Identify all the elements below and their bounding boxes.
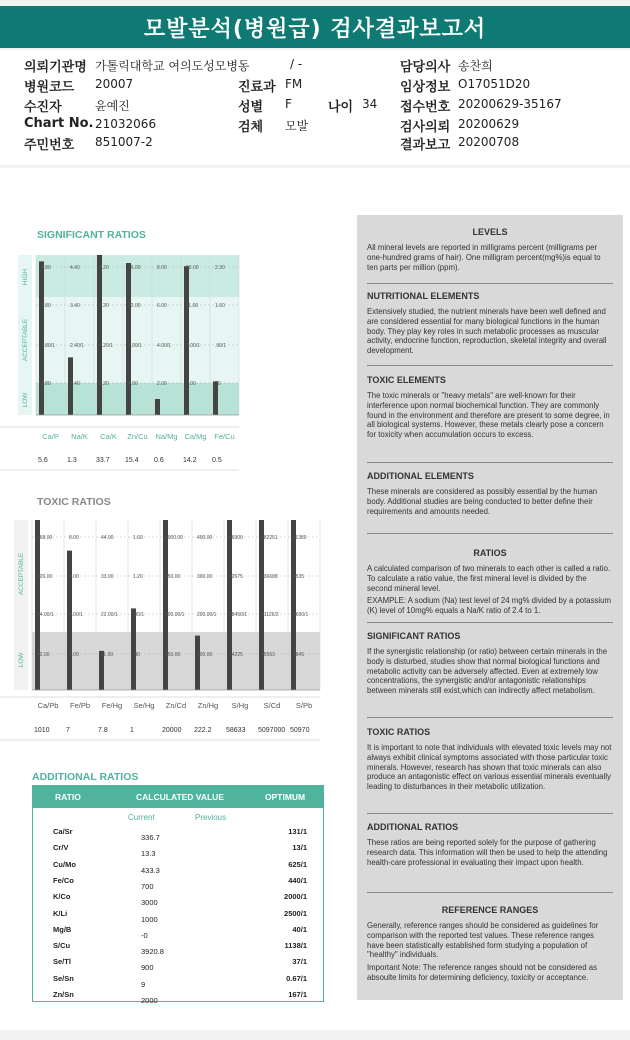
ratio-optimum: 40/1	[292, 924, 307, 934]
sex-label: 성별	[238, 100, 264, 115]
tick-label: 14225	[229, 652, 243, 658]
category-label: S/Cd	[263, 701, 281, 710]
ratio-row	[33, 908, 323, 928]
ratio-optimum: 37/1	[292, 957, 307, 967]
category-label: Se/Hg	[133, 701, 155, 710]
reference-ranges-heading: REFERENCE RANGES	[441, 905, 539, 915]
institution-slash: / -	[290, 57, 303, 71]
tick-label: 4.00/1	[157, 343, 171, 349]
ratio-current-value: 336.7	[141, 833, 160, 842]
ratio-current-value: 9	[141, 979, 146, 989]
ratio-optimum: 167/1	[288, 990, 307, 999]
value-label: 50970	[290, 727, 310, 734]
tick-label: 8535	[293, 574, 305, 580]
tick-label: 8.20	[99, 265, 109, 271]
ratio-current-value: 13.3	[141, 849, 156, 859]
zone-band	[36, 255, 239, 297]
bar-zn-hg	[195, 636, 200, 690]
tick-label: 4.00/1	[69, 612, 83, 618]
ratio-row	[33, 843, 323, 862]
category-label: Fe/Hg	[101, 701, 123, 710]
ratios-text: A calculated comparison of two minerals to each other is called a ratio. To calculate a ratio value, the first mineral level is divided by the second mineral level.	[367, 564, 611, 593]
reference-ranges-text: Generally, reference ranges should be considered as guidelines for comparison with the reported test values. These reference ranges have been statistically established form studying a population of "healthy" individuals.	[367, 921, 599, 960]
ratio-name: S/Cu	[53, 941, 71, 951]
tick-label: 3.40	[70, 303, 80, 309]
chart-no-label: Chart No.	[24, 116, 94, 131]
doctor-value: 송찬희	[458, 59, 493, 73]
tick-label: 4.80	[41, 265, 51, 271]
nutritional-heading: NUTRITIONAL ELEMENTS	[367, 291, 480, 301]
ratio-row	[33, 973, 323, 993]
category-label: Ca/Pb	[37, 701, 59, 710]
tick-label: 42675	[229, 574, 243, 580]
value-label: 14.2	[183, 457, 197, 464]
specimen-label: 검체	[238, 120, 264, 135]
tick-label: .80/1	[133, 612, 145, 618]
request-date-label: 검사의뢰	[400, 120, 451, 135]
optimum-header: OPTIMUM	[265, 792, 306, 802]
ratio-current-value: 3000	[141, 898, 158, 908]
specimen-value: 모발	[285, 119, 309, 133]
ratio-row	[33, 957, 323, 976]
tick-label: 8.00/1	[128, 343, 142, 349]
significant-ratios-heading: SIGNIFICANT RATIOS	[367, 631, 461, 641]
ratio-optimum: 2000/1	[284, 892, 307, 902]
category-label: S/Pb	[295, 701, 313, 710]
tick-label: 7.00/1	[186, 343, 200, 349]
value-label: 7.8	[98, 727, 108, 734]
tick-label: 22.00/1	[101, 612, 118, 618]
bar-ca-pb	[35, 520, 40, 690]
ratio-row	[33, 827, 323, 846]
tick-label: 8.00	[157, 265, 167, 271]
toxic-ratios-chart	[0, 492, 330, 770]
institution-value: 가톨릭대학교 여의도성모병동	[95, 59, 250, 73]
patient-name-value: 윤예진	[95, 99, 130, 113]
levels-text: All mineral levels are reported in milligrams percent (milligrams per one-hundred grams of hair). One milligram percent(mg%)is equal to ten parts per million (ppm).	[367, 243, 601, 272]
tick-label: 6.00	[157, 303, 167, 309]
registration-label: 접수번호	[400, 100, 451, 115]
tick-label: 500.00/1	[165, 612, 185, 618]
ratio-current-value: -0	[141, 930, 148, 940]
tick-label: 1000.00	[165, 535, 184, 541]
category-label: Na/K	[71, 432, 88, 441]
sex-value: F	[285, 97, 292, 111]
tick-label: 5690/1	[293, 612, 309, 618]
bar-na-mg	[155, 399, 160, 415]
tick-label: 56900	[229, 535, 243, 541]
ratio-name: Mg/B	[53, 924, 72, 934]
report-date-label: 결과보고	[400, 138, 451, 153]
toxic-elements-text: The toxic minerals or "heavy metals" are well-known for their interference upon normal biochemical function. They are commonly found in the environment and therefore are present to some degree, in all biological systems. However, these metals clearly pose a concern for toxicity when accumulation occurs to excess.	[367, 391, 610, 440]
ratio-header: RATIO	[55, 792, 81, 802]
category-label: Zn/Cd	[165, 701, 187, 710]
age-label: 나이	[328, 100, 354, 115]
bar-s-hg	[227, 520, 232, 690]
levels-heading: LEVELS	[472, 227, 508, 237]
tick-label: 1.60	[215, 303, 225, 309]
tick-label: .90/1	[215, 343, 227, 349]
value-label: 5097000	[258, 727, 286, 734]
tick-label: 1.20	[133, 574, 143, 580]
tick-label: 200.00/1	[197, 612, 217, 618]
tick-label: 11.00	[101, 652, 114, 658]
additional-ratios-heading: ADDITIONAL RATIOS	[367, 822, 459, 832]
department-label: 진료과	[238, 80, 276, 95]
zone-label: ACCEPTABLE	[18, 552, 25, 596]
ratios-heading: RATIOS	[473, 548, 507, 558]
ratio-current-value: 1000	[141, 914, 158, 924]
value-label: 1	[130, 727, 134, 734]
bar-zn-cd	[163, 520, 168, 690]
ratio-name: Se/Tl	[53, 957, 71, 967]
tick-label: 20	[215, 381, 221, 387]
zone-label: LOW	[22, 392, 29, 408]
tick-label: 84.00/1	[37, 612, 54, 618]
tick-label: 2.30	[215, 265, 225, 271]
tick-label: 12.00	[128, 303, 141, 309]
zone-label: LOW	[18, 652, 25, 668]
ratio-current-value: 700	[141, 881, 154, 891]
tick-label: 1.60	[133, 535, 143, 541]
report-date-value: 20200708	[458, 135, 520, 149]
tick-label: 2.40/1	[70, 343, 84, 349]
ratio-row	[33, 892, 323, 911]
tick-label: 91126/2	[261, 612, 279, 618]
tick-label: 126.00	[37, 574, 53, 580]
ratio-current-value: 2000	[141, 996, 158, 1005]
tick-label: 4.20/1	[99, 343, 113, 349]
category-label: Zn/Hg	[197, 701, 219, 710]
value-label: 7	[66, 727, 70, 734]
category-label: Zn/Cu	[127, 432, 148, 441]
ratio-current-value: 433.3	[141, 865, 160, 875]
tick-label: 8.00	[69, 535, 79, 541]
tick-label: 4.40	[70, 265, 80, 271]
resident-id-value: 851007-2	[95, 135, 153, 149]
chart-no-value: 21032066	[95, 117, 157, 131]
ratio-optimum: 440/1	[288, 875, 307, 885]
tick-label: 300.00	[197, 574, 213, 580]
tick-label: 6.20	[99, 303, 109, 309]
department-value: FM	[285, 77, 303, 91]
tick-label: 250.00	[165, 652, 181, 658]
bar-fe-pb	[67, 551, 72, 690]
tick-label: 2845	[293, 652, 305, 658]
ratio-row	[33, 941, 323, 960]
significant-ratios-title: SIGNIFICANT RATIOS	[37, 229, 146, 241]
zone-label: ACCEPTABLE	[22, 318, 29, 362]
tick-label: 11380	[293, 535, 307, 541]
ratio-name: Se/Sn	[53, 973, 74, 983]
request-date-value: 20200629	[458, 117, 520, 131]
ratio-optimum: 1138/1	[284, 941, 307, 951]
toxic-ratios-title: TOXIC RATIOS	[37, 496, 111, 508]
value-label: 58633	[226, 727, 246, 734]
tick-label: 2.80/1	[41, 343, 55, 349]
patient-info	[0, 50, 630, 165]
toxic-ratios-heading: TOXIC RATIOS	[367, 727, 431, 737]
ratio-current-value: 900	[141, 963, 154, 973]
significant-ratios-text: If the synergistic relationship (or ratio) between certain minerals in the body is disturbed, studies show that normal biological functions and metabolic activity can be adversely affected. Even at extremely low concentrations, the synergistic and/or antagonistic relationships between minerals still exist,which can indirectly affect metabolism.	[367, 647, 608, 696]
bar-ca-mg	[184, 266, 189, 415]
bar-se-hg	[131, 608, 136, 690]
zone-band	[36, 383, 239, 415]
tick-label: 1.40	[70, 381, 80, 387]
ratio-name: Fe/Co	[53, 875, 74, 885]
additional-elements-text: These minerals are considered as possibly essential by the human body. Additional studies are being conducted to better define their requirements and amounts needed.	[367, 487, 598, 516]
ratio-name: K/Li	[53, 908, 68, 918]
current-subheader: Current	[128, 813, 155, 822]
zone-label: HIGH	[22, 268, 29, 286]
significant-ratios-chart	[0, 225, 245, 495]
ratio-optimum: 2500/1	[284, 908, 307, 918]
explanation-panel	[357, 215, 623, 1000]
bar-zn-cu	[126, 263, 131, 415]
tick-label: 136688	[261, 574, 278, 580]
tick-label: 33.00	[101, 574, 114, 580]
category-label: Ca/P	[42, 432, 59, 441]
ratio-name: Cr/V	[53, 843, 69, 853]
value-label: 20000	[162, 727, 182, 734]
toxic-elements-heading: TOXIC ELEMENTS	[367, 375, 446, 385]
additional-ratios-table	[32, 785, 324, 1005]
value-label: 5.6	[38, 457, 48, 464]
nutritional-text: Extensively studied, the nutrient minerals have been well defined and are considered essential for many biological functions in the human body. They play key roles in such metabolic processes as muscular activity, endocrine function, reproduction, skeletal integrity and overall development.	[367, 307, 607, 356]
ratio-optimum: 131/1	[288, 827, 307, 836]
toxic-ratios-text: It is important to note that individuals with elevated toxic levels may not always exhibit clinical symptoms associated with those particular toxic minerals. However, research has shown that toxic minerals can also produce an antagonistic effect on various essential minerals eventually leading to disturbances in their metabolic utilization.	[367, 743, 612, 792]
tick-label: 44.00	[101, 535, 114, 541]
ratio-name: Ca/Sr	[53, 827, 73, 836]
ratio-optimum: 13/1	[292, 843, 307, 853]
clinical-info-label: 임상정보	[400, 80, 451, 95]
ratio-row	[33, 859, 323, 879]
additional-ratios-header	[33, 786, 323, 808]
reference-ranges-note: Important Note: The reference ranges should not be considered as absoulte limits for determining deficiency, toxicity or acceptance.	[367, 963, 598, 982]
category-label: Ca/K	[100, 432, 117, 441]
category-label: Na/Mg	[155, 432, 178, 441]
value-label: 0.6	[154, 457, 164, 464]
ratio-current-value: 3920.8	[141, 947, 164, 957]
ratio-row	[33, 924, 323, 944]
tick-label: 168.00	[37, 535, 53, 541]
value-label: 33.7	[96, 457, 110, 464]
tick-label: 11.00	[186, 303, 199, 309]
tick-label: 42.00	[37, 652, 50, 658]
value-label: 0.5	[212, 457, 222, 464]
tick-label: 400.00	[197, 535, 213, 541]
patient-name-label: 수진자	[24, 100, 62, 115]
category-label: Fe/Cu	[214, 432, 235, 441]
value-label: 15.4	[125, 457, 139, 464]
ratio-row	[33, 875, 323, 895]
ratio-optimum: 0.67/1	[286, 973, 307, 983]
additional-ratios-title: ADDITIONAL RATIOS	[32, 771, 139, 783]
tick-label: 100.00	[197, 652, 213, 658]
additional-ratios-text: These ratios are being reported solely for the purpose of gathering research data. This information will then be used to help the attending health-care professional in evaluating their impact upon health.	[367, 838, 608, 867]
calculated-value-header: CALCULATED VALUE	[136, 792, 224, 802]
tick-label: 45563	[261, 652, 275, 658]
institution-label: 의뢰기관명	[24, 60, 87, 75]
age-value: 34	[362, 97, 378, 111]
bar-s-pb	[291, 520, 296, 690]
value-label: 1010	[34, 727, 50, 734]
tick-label: 2.00	[157, 381, 167, 387]
ratios-example: EXAMPLE: A sodium (Na) test level of 24 mg% divided by a potassium (K) level of 10mg% equals a Na/K ratio of 2.4 to 1.	[367, 596, 611, 616]
zone-band	[36, 297, 239, 383]
tick-label: 2.00	[69, 652, 79, 658]
doctor-label: 담당의사	[400, 60, 451, 75]
ratio-name: Cu/Mo	[53, 859, 76, 869]
tick-label: 1.80	[41, 381, 51, 387]
tick-label: .40	[133, 652, 140, 658]
tick-label: 6.00	[69, 574, 79, 580]
ratio-name: Zn/Sn	[53, 990, 74, 999]
ratio-name: K/Co	[53, 892, 71, 902]
category-label: Fe/Pb	[69, 701, 91, 710]
zone-band	[32, 632, 320, 690]
bar-s-cd	[259, 520, 264, 690]
tick-label: 15.00	[186, 265, 199, 271]
tick-label: 3.80	[41, 303, 51, 309]
tick-label: 28450/1	[229, 612, 248, 618]
ratio-optimum: 625/1	[288, 859, 307, 869]
value-label: 222.2	[194, 727, 212, 734]
tick-label: 750.00	[165, 574, 181, 580]
hospital-code-label: 병원코드	[24, 80, 75, 95]
category-label: S/Hg	[231, 701, 249, 710]
tick-label: 16.00	[128, 265, 141, 271]
bar-ca-p	[39, 261, 44, 415]
clinical-info-value: O17051D20	[458, 77, 531, 91]
hospital-code-value: 20007	[95, 77, 134, 91]
report-title: 모발분석(병원급) 검사결과보고서	[0, 6, 630, 48]
category-label: Ca/Mg	[184, 432, 207, 441]
value-label: 1.3	[67, 457, 77, 464]
resident-id-label: 주민번호	[24, 138, 75, 153]
previous-subheader: Previous	[195, 813, 227, 822]
tick-label: 4.00	[128, 381, 138, 387]
tick-label: 2.20	[99, 381, 109, 387]
ratio-row	[33, 990, 323, 1009]
bar-ca-k	[97, 255, 102, 415]
tick-label: 3.00	[186, 381, 196, 387]
registration-value: 20200629-35167	[458, 97, 562, 111]
additional-elements-heading: ADDITIONAL ELEMENTS	[367, 471, 474, 481]
tick-label: 182251	[261, 535, 278, 541]
